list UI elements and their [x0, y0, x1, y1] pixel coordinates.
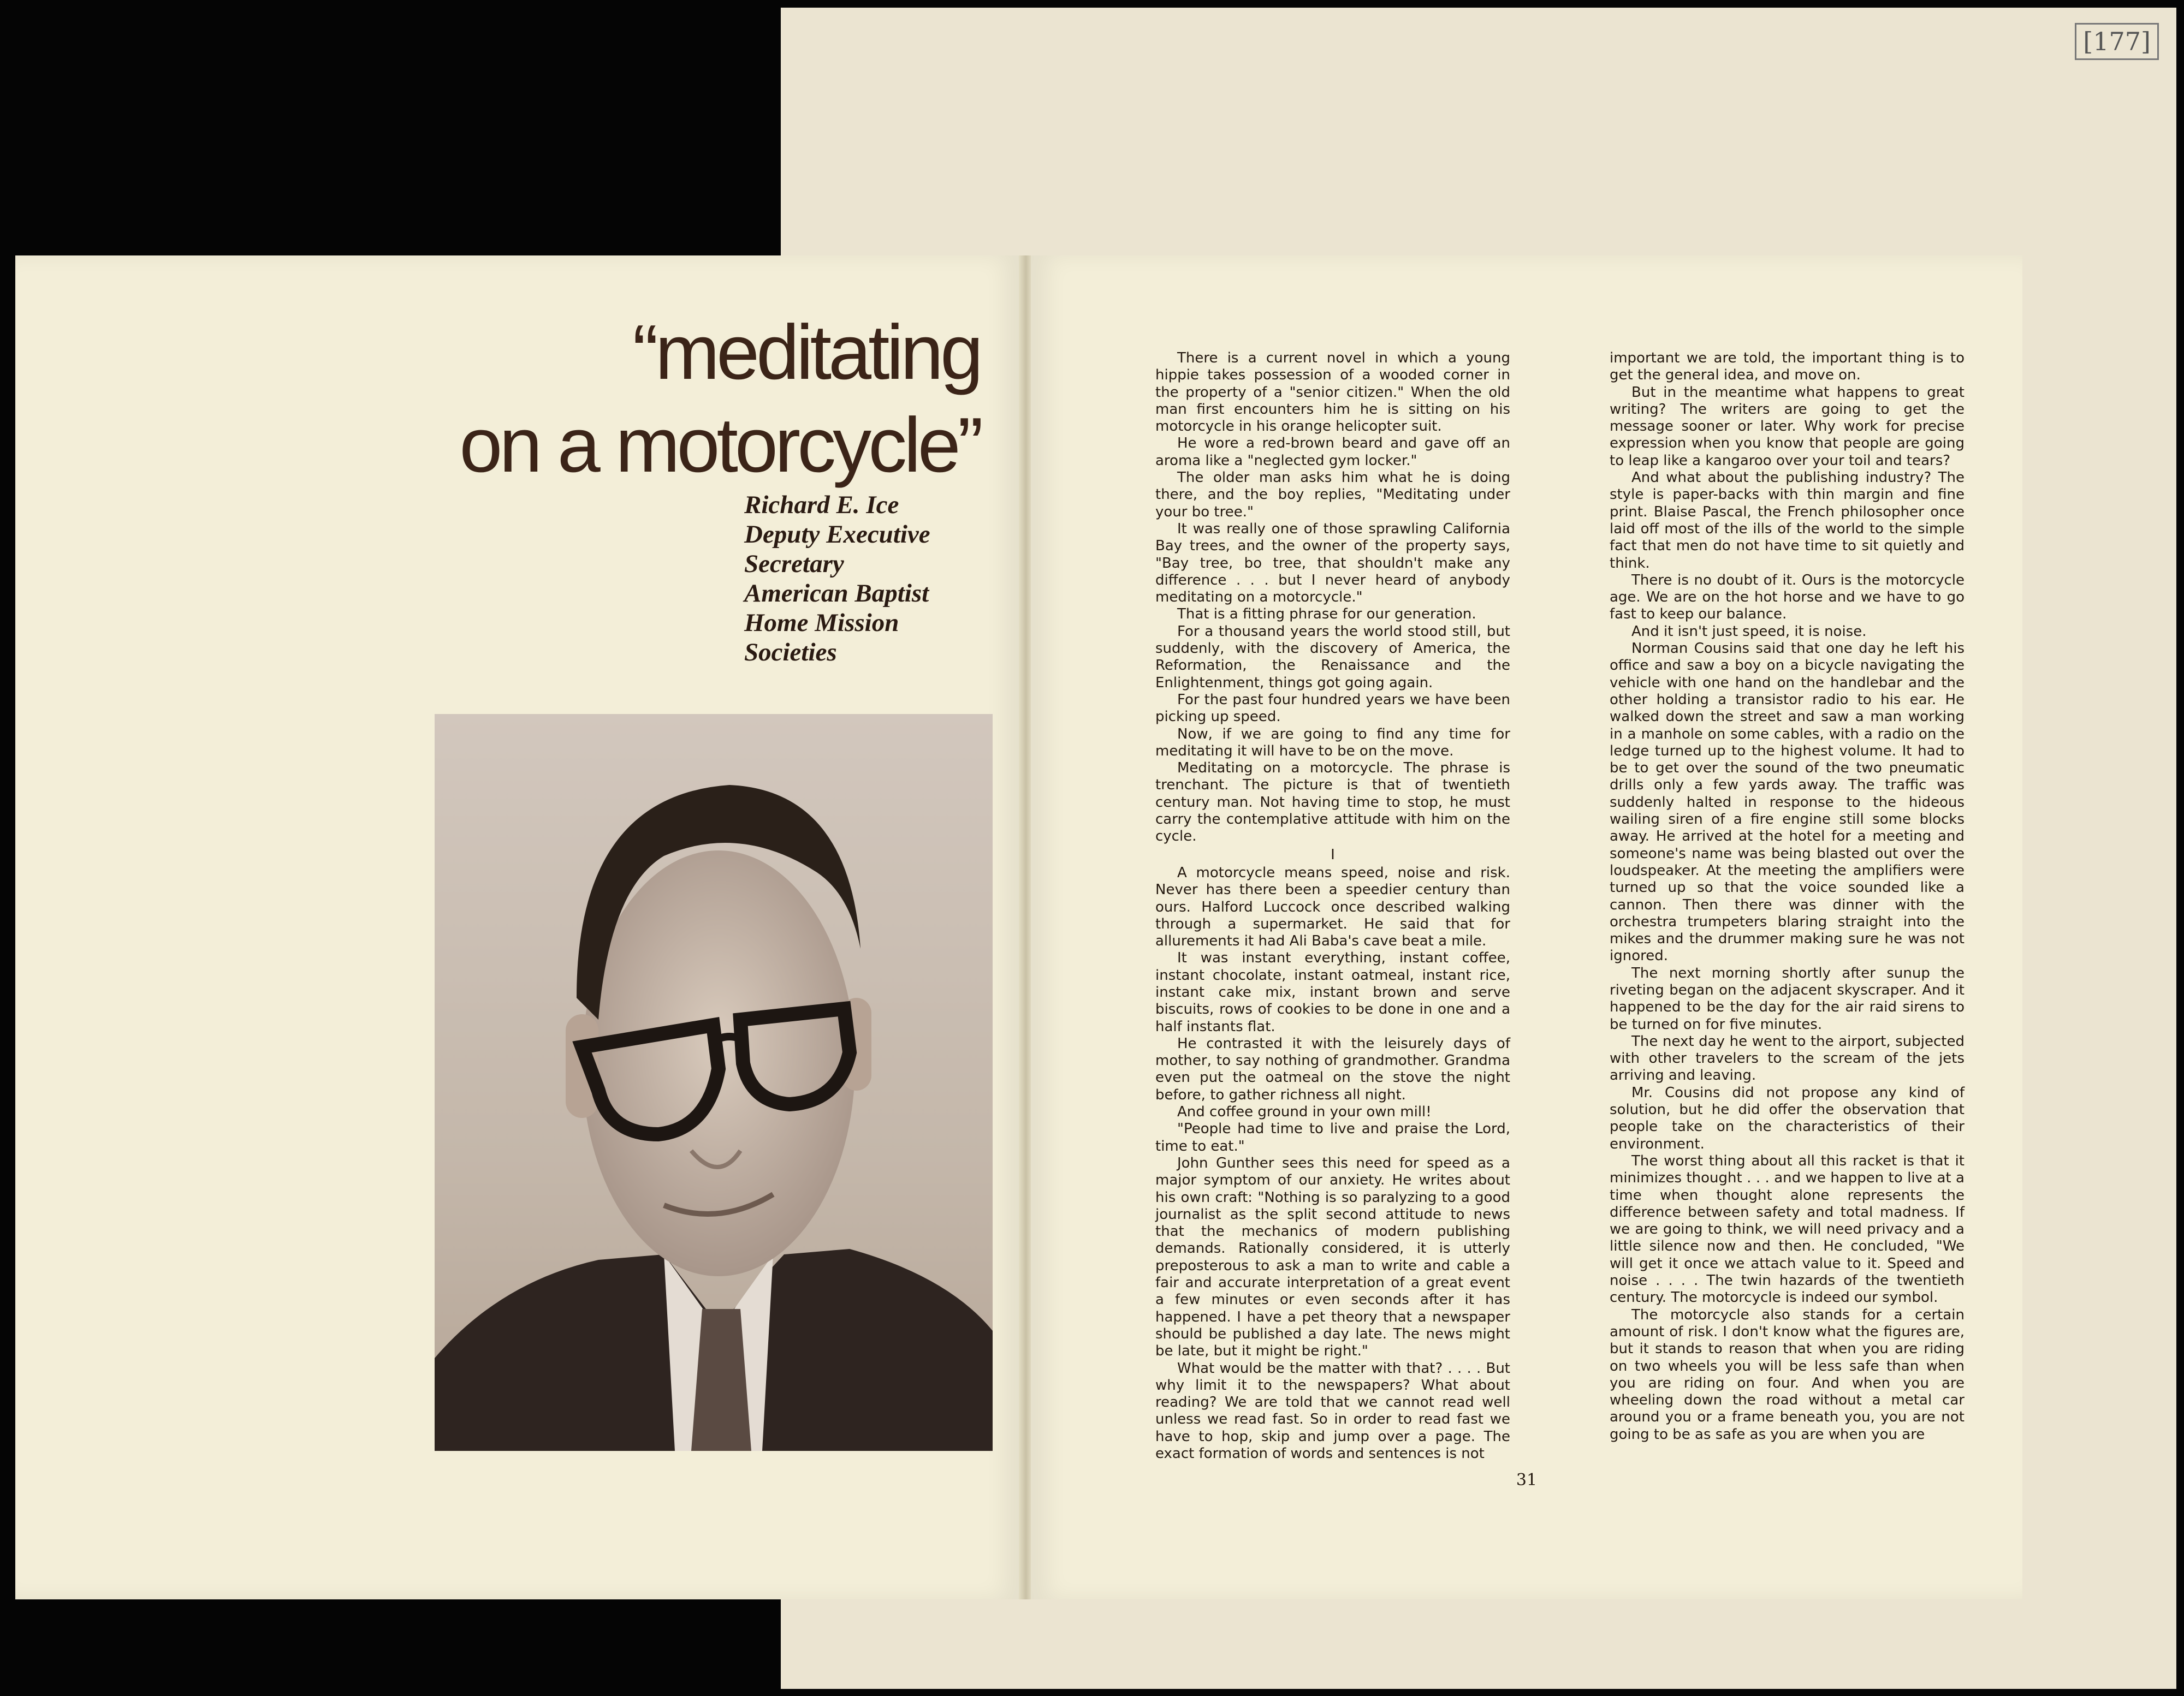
article-title — [459, 306, 980, 492]
paragraph: There is a current novel in which a young hippie takes possession of a wooded corner in the property of a "senior citizen." When the old man first encounters him he is sitting on his motorcycle in his orange helicopter suit. — [1155, 350, 1510, 435]
paragraph: John Gunther sees this need for speed as a major symptom of our anxiety. He writes about his own craft: "Nothing is so paralyzing to a good journalist as the split second attitude to news that the mechanics of modern publishing demands. Rationally considered, it is utterly preposterous to ask a man to write and cable a fair and accurate interpretation of a great event a few minutes or even seconds after it has happened. I have a pet theory that a newspaper should be published a day late. The news might be late, but it might be right." — [1155, 1155, 1510, 1360]
paragraph: For the past four hundred years we have been picking up speed. — [1155, 691, 1510, 725]
paragraph: That is a fitting phrase for our generation. — [1177, 606, 1476, 623]
left-page — [15, 255, 1021, 1599]
right-page — [1031, 255, 2022, 1599]
paragraph: The next morning shortly after sunup the riveting began on the adjacent skyscraper. And it happened to be the day for the air raid sirens to be turned on for five minutes. — [1610, 965, 1965, 1033]
paragraph: And what about the publishing industry? The style is paper-backs with thin margin and fine print. Blaise Pascal, the French philosopher once laid off most of the ills of the world to the simple fact that men do not have time to sit quietly and think. — [1610, 469, 1965, 572]
paragraph: Meditating on a motorcycle. The phrase is trenchant. The picture is that of twentieth century man. Not having time to stop, he must carry the contemplative attitude with him on the cycle. — [1155, 760, 1510, 845]
paragraph: But in the meantime what happens to great writing? The writers are going to get the message sooner or later. Why work for precise expression when you know that people are going to leap like a kangaroo over your toil and tears? — [1610, 384, 1965, 469]
paragraph: And it isn't just speed, it is noise. — [1631, 623, 1867, 640]
text-column-2 — [1610, 350, 1965, 1443]
paragraph: important we are told, the important thing is to get the general idea, and move on. — [1610, 350, 1965, 384]
paragraph: The next day he went to the airport, subjected with other travelers to the scream of the jets arriving and leaving. — [1610, 1033, 1965, 1084]
paragraph: And coffee ground in your own mill! — [1177, 1104, 1432, 1121]
author-portrait-photo — [435, 714, 993, 1451]
paragraph: The worst thing about all this racket is that it minimizes thought . . . and we happen to live at a time when thought alone represents the difference between safety and total madness. If we are going to think, we will need privacy and a little silence now and then. He concluded, "We will get it once we attach value to it. Speed and noise . . . . The twin hazards of the twentieth century. The motorcycle is indeed our symbol. — [1610, 1152, 1965, 1306]
paragraph: It was instant everything, instant coffee, instant chocolate, instant oatmeal, instant rice, instant cake mix, instant brown and serve biscuits, rows of cookies to be done in one and a half instants flat. — [1155, 950, 1510, 1035]
paragraph: A motorcycle means speed, noise and risk. Never has there been a speedier century than ours. Halford Luccock once described walking through a supermarket. He said that for allurements it had Ali Baba's cave beat a mile. — [1155, 864, 1510, 950]
byline-line: Societies — [744, 638, 837, 667]
paragraph: Mr. Cousins did not propose any kind of solution, but he did offer the observation that people take on the characteristics of their environment. — [1610, 1084, 1965, 1152]
byline-line: Deputy Executive — [744, 520, 930, 549]
portrait-illustration — [435, 714, 993, 1451]
paragraph: "People had time to live and praise the Lord, time to eat." — [1155, 1121, 1510, 1155]
title-line-1: “meditating — [632, 309, 980, 396]
paragraph: What would be the matter with that? . . . . But why limit it to the newspapers? What about reading? We are told that we cannot read well unless we read fast. So in order to read fast we have to hop, skip and jump over a page. The exact formation of words and sentences is not — [1155, 1360, 1510, 1462]
author-byline — [744, 490, 930, 667]
text-column-1 — [1155, 350, 1510, 1462]
byline-line: Home Mission — [744, 609, 899, 637]
title-line-2: on a motorcycle” — [459, 402, 980, 489]
page-number: 31 — [1516, 1471, 1538, 1490]
paragraph: He wore a red-brown beard and gave off an aroma like a "neglected gym locker." — [1155, 435, 1510, 469]
byline-line: American Baptist — [744, 579, 929, 608]
archive-item-number: [177] — [2075, 23, 2159, 60]
byline-line: Secretary — [744, 550, 844, 578]
section-numeral: I — [1331, 846, 1335, 863]
paragraph: Norman Cousins said that one day he left his office and saw a boy on a bicycle navigating the vehicle with one hand on the handlebar and the other holding a transistor radio to his ear. He walked down the street and saw a man working in a manhole on some cables, with a radio on the ledge turned up to the highest volume. It had to be to get over the sound of the two pneumatic drills only a few yards away. The traffic was suddenly halted in response to the hideous wailing siren of a fire engine still some blocks away. He arrived at the hotel for a meeting and someone's name was being blasted out over the loudspeaker. At the meeting the amplifiers were turned up so that the voice sounded like a cannon. Then there was dinner with the orchestra trumpeters blaring straight into the mikes and the drummer making sure he was not ignored. — [1610, 640, 1965, 965]
paragraph: He contrasted it with the leisurely days of mother, to say nothing of grandmother. Grandma even put the oatmeal on the stove the night before, to gather richness all night. — [1155, 1035, 1510, 1103]
paragraph: Now, if we are going to find any time for meditating it will have to be on the move. — [1155, 725, 1510, 759]
paragraph: For a thousand years the world stood still, but suddenly, with the discovery of America, the Reformation, the Renaissance and the Enlightenment, things got going again. — [1155, 623, 1510, 691]
byline-line: Richard E. Ice — [744, 491, 899, 519]
paragraph: It was really one of those sprawling California Bay trees, and the owner of the property says, "Bay tree, bo tree, that shouldn't make any difference . . . but I never heard of anybody meditating on a motorcycle." — [1155, 520, 1510, 606]
paragraph: The older man asks him what he is doing there, and the boy replies, "Meditating under your bo tree." — [1155, 469, 1510, 520]
paragraph: There is no doubt of it. Ours is the motorcycle age. We are on the hot horse and we have to go fast to keep our balance. — [1610, 572, 1965, 623]
paragraph: The motorcycle also stands for a certain amount of risk. I don't know what the figures are, but it stands to reason that when you are riding on two wheels you will be less safe than when you are riding on four. And when you are wheeling down the road without a metal car around you or a frame beneath you, you are not going to be as safe as you are when you are — [1610, 1306, 1965, 1443]
